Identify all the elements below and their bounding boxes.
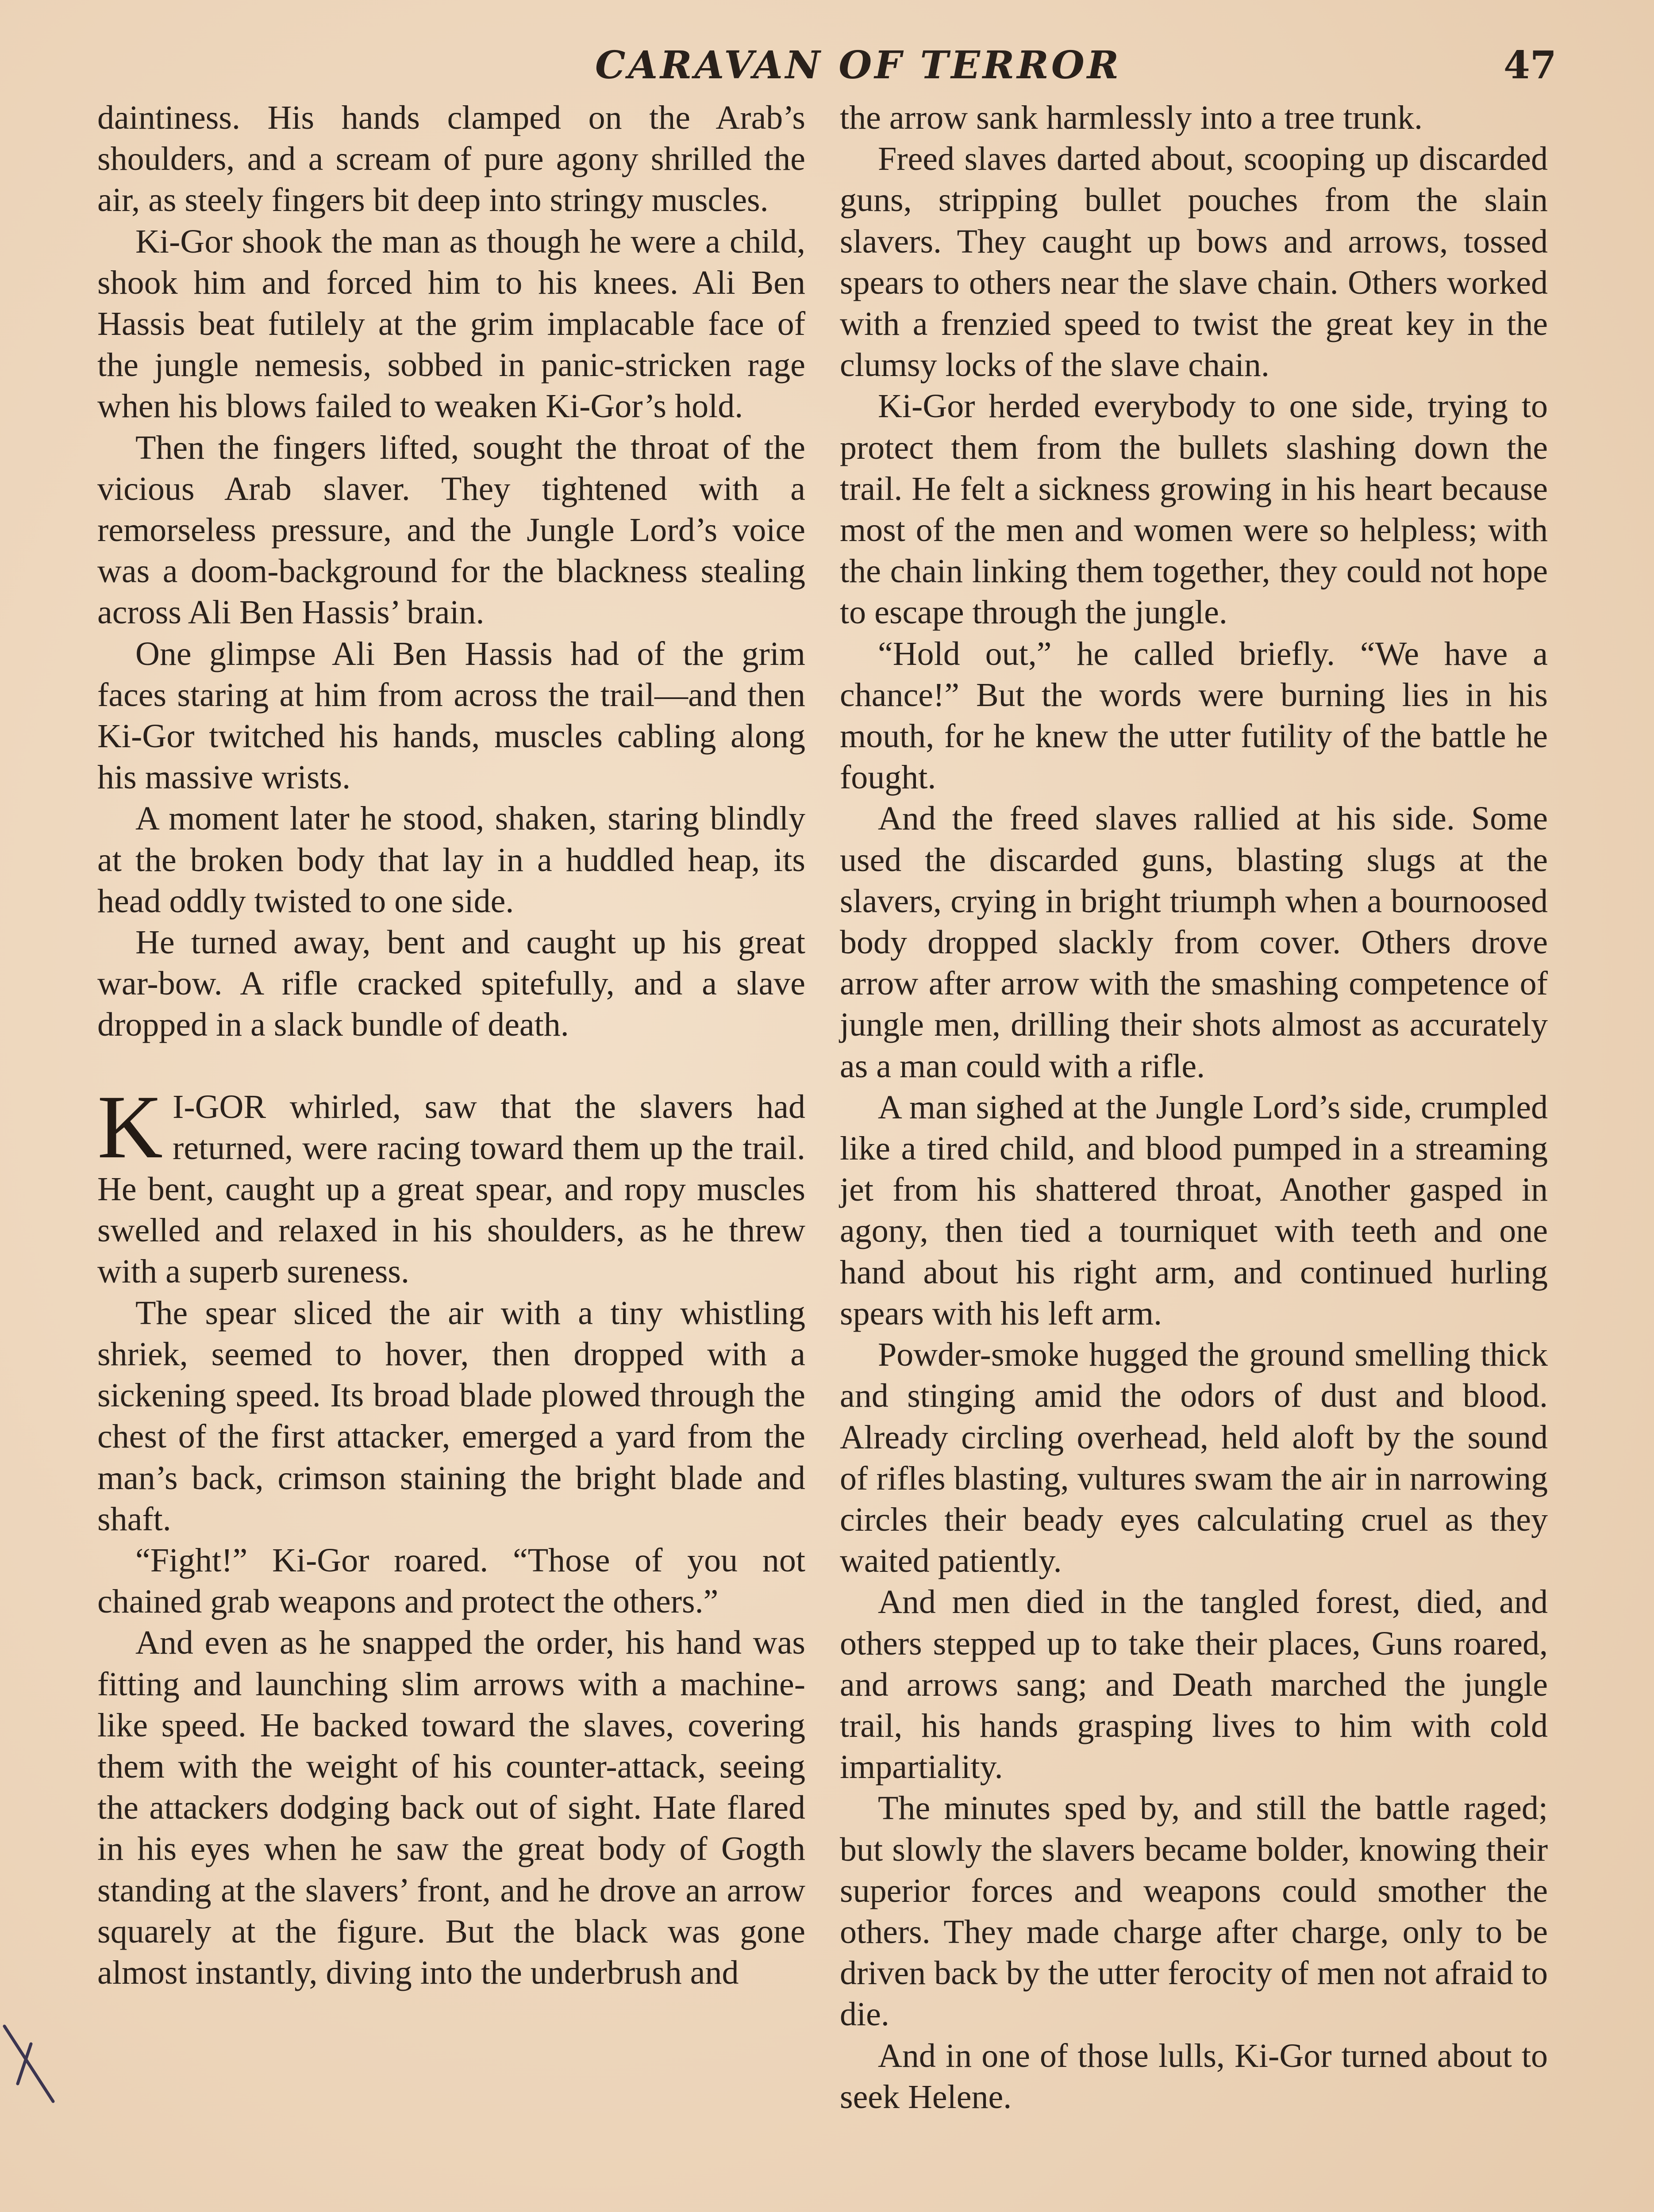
paragraph: Ki-Gor herded everybody to one side, trying to protect them from the bullets slashing down the trail. He felt a sickness growing in his heart because most of the men and women were so helpless; with the chain linking them together, they could not hope to escape through the jungle.: [840, 388, 1548, 631]
paragraph: And the freed slaves rallied at his side. Some used the discarded guns, blasting slugs at the slavers, crying in bright triumph when a bournoosed body dropped slackly from cover. Others drove arrow after arrow with the smashing competence of jungle men, drilling their shots almost as accurately as a man could with a rifle.: [840, 800, 1548, 1085]
running-title: CARAVAN OF TERROR: [595, 43, 1122, 88]
paragraph: Freed slaves darted about, scooping up discarded guns, stripping bullet pouches from the slain slavers. They caught up bows and arrows, tossed spears to others near the slave chain. Others worked with a frenzied speed to twist the great key in the clumsy locks of the slave chain.: [840, 140, 1548, 384]
paragraph: “Fight!” Ki-Gor roared. “Those of you not chained grab weapons and protect the others.”: [97, 1541, 805, 1621]
page-number: 47: [1504, 43, 1557, 88]
running-header: [0, 39, 1654, 92]
paragraph: The spear sliced the air with a tiny whistling shriek, seemed to hover, then dropped with a sickening speed. Its broad blade plowed through the chest of the first attacker, emerged a yard from the man’s back, crimson staining the bright blade and shaft.: [97, 1294, 805, 1538]
paragraph: the arrow sank harmlessly into a tree trunk.: [840, 99, 1423, 136]
paragraph: He turned away, bent and caught up his great war-bow. A rifle cracked spitefully, and a slave dropped in a slack bundle of death.: [97, 924, 805, 1044]
paragraph: Powder-smoke hugged the ground smelling thick and stinging amid the odors of dust and blood. Already circling overhead, held aloft by the sound of rifles blasting, vultures swam the air in narrowing circles their beady eyes calculating cruel as they waited patiently.: [840, 1336, 1548, 1580]
pencil-scribble-icon: [0, 2017, 75, 2212]
right-column: [840, 97, 1548, 2118]
drop-cap: K: [97, 1076, 163, 1177]
paragraph: And even as he snapped the order, his hand was fitting and launching slim arrows with a machine-like speed. He backed toward the slaves, covering them with the weight of his counter-attack, seeing the attackers dodging back out of sight. Hate flared in his eyes when he saw the great body of Gogth standing at the slavers’ front, and he drove an arrow squarely at the figure. But the black was gone almost instantly, diving into the underbrush and: [97, 1624, 805, 1991]
paragraph: daintiness. His hands clamped on the Arab’s shoulders, and a scream of pure agony shrilled the air, as steely fingers bit deep into stringy muscles.: [97, 99, 805, 219]
paragraph: Then the fingers lifted, sought the throat of the vicious Arab slaver. They tightened with a remorseless pressure, and the Jungle Lord’s voice was a doom-background for the blackness stealing across Ali Ben Hassis’ brain.: [97, 429, 805, 631]
dropcap-paragraph: [97, 1076, 805, 1293]
paragraph: One glimpse Ali Ben Hassis had of the grim faces staring at him from across the trail—and then Ki-Gor twitched his hands, muscles cabling along his massive wrists.: [97, 635, 805, 796]
paragraph: “Hold out,” he called briefly. “We have a chance!” But the words were burning lies in his mouth, for he knew the utter futility of the battle he fought.: [840, 635, 1548, 796]
dropcap-paragraph-text: I-GOR whirled, saw that the slavers had returned, were racing toward them up the trail. He bent, caught up a great spear, and ropy muscles swelled and relaxed in his shoulders, as he threw with a superb sureness.: [97, 1088, 805, 1290]
paragraph: The minutes sped by, and still the battle raged; but slowly the slavers became bolder, knowing their superior forces and weapons could smother the others. They made charge after charge, only to be driven back by the utter ferocity of men not afraid to die.: [840, 1790, 1548, 2033]
paragraph: A man sighed at the Jungle Lord’s side, crumpled like a tired child, and blood pumped in a streaming jet from his shattered throat, Another gasped in agony, then tied a tourniquet with teeth and one hand about his right arm, and continued hurling spears with his left arm.: [840, 1088, 1548, 1332]
section-break: [97, 1046, 805, 1087]
paragraph: And in one of those lulls, Ki-Gor turned about to seek Helene.: [840, 2037, 1548, 2116]
left-column: [97, 97, 805, 1993]
paragraph: And men died in the tangled forest, died, and others stepped up to take their places, Guns roared, and arrows sang; and Death marched the jungle trail, his hands grasping lives to him with cold impartiality.: [840, 1583, 1548, 1786]
paragraph: Ki-Gor shook the man as though he were a child, shook him and forced him to his knees. Ali Ben Hassis beat futilely at the grim implacable face of the jungle nemesis, sobbed in panic-stricken rage when his blows failed to weaken Ki-Gor’s hold.: [97, 223, 805, 425]
paragraph: A moment later he stood, shaken, staring blindly at the broken body that lay in a huddled heap, its head oddly twisted to one side.: [97, 800, 805, 920]
